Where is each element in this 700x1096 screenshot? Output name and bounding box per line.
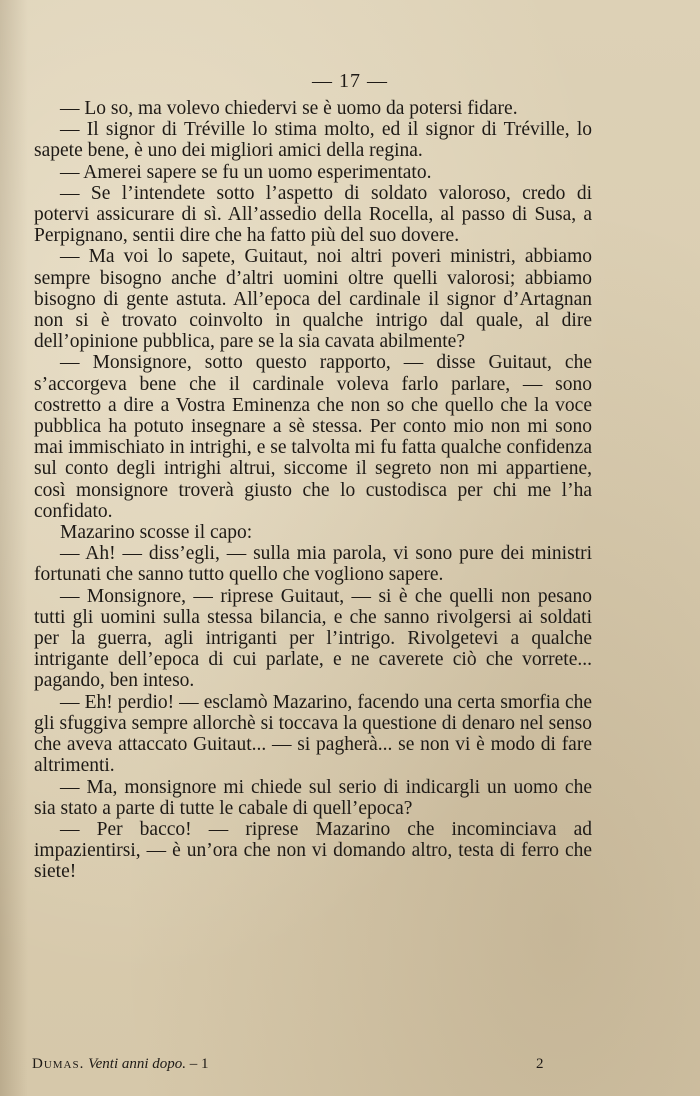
paragraph: — Ma voi lo sapete, Guitaut, noi altri poveri ministri, abbiamo sempre bisogno anche d’altri uomini oltre quelli valorosi; abbiamo bisogno di gente astuta. All’epoca del cardinale il signor d’Artagnan non si è trovato coinvolto in qualche intrigo dal quale, al dire dell’opinione pubblica, pare se la sia cavata abilmente? (34, 246, 592, 353)
signature-title: Venti anni dopo. (88, 1056, 187, 1072)
sheet-number: 2 (536, 1056, 544, 1072)
paragraph: — Monsignore, — riprese Guitaut, — si è che quelli non pesano tutti gli uomini sulla stessa bilancia, e che sanno rivolgersi ai soldati per la guerra, agli intriganti per l’intrigo. Rivolgetevi a qualche intrigante dell’epoca di cui parlate, e ne caverete ciò che vorrete... pagando, ben inteso. (34, 585, 592, 692)
paragraph: — Se l’intendete sotto l’aspetto di soldato valoroso, credo di potervi assicurare di sì. All’assedio della Rocella, al passo di Susa, a Perpignano, sentii dire che ha fatto più del suo dovere. (34, 182, 592, 247)
paragraph: — Eh! perdio! — esclamò Mazarino, facendo una certa smorfia che gli sfuggiva sempre allorchè si toccava la questione di denaro nel senso che aveva attaccato Guitaut... — si pagherà... se non vi è modo di fare altrimenti. (34, 691, 592, 777)
page-number: — 17 — (312, 70, 388, 92)
signature-author: Dumas. (32, 1056, 85, 1072)
paragraph: — Il signor di Tréville lo stima molto, ed il signor di Tréville, lo sapete bene, è uno dei migliori amici della regina. (34, 119, 592, 162)
paragraph: — Lo so, ma volevo chiedervi se è uomo da potersi fidare. (60, 98, 518, 119)
paragraph: — Ah! — diss’egli, — sulla mia parola, vi sono pure dei ministri fortunati che sanno tutto quello che vogliono sapere. (34, 543, 592, 586)
signature-volume: – 1 (189, 1056, 209, 1072)
paragraph: — Amerei sapere se fu un uomo esperimentato. (60, 161, 432, 183)
paragraph: Mazarino scosse il capo: (60, 522, 253, 544)
paragraph: — Monsignore, sotto questo rapporto, — disse Guitaut, che s’accorgeva bene che il cardinale voleva farlo parlare, — sono costretto a dire a Vostra Eminenza che non so che quello che la voce pubblica ha potuto insegnare a sè stessa. Per conto mio non mi sono mai immischiato in intrighi, e se talvolta mi fu fatta qualche confidenza sul conto degli intrighi altrui, siccome il segreto non mi appartiene, così monsignore troverà giusto che lo custodisca per chi me l’ha confidato. (34, 352, 592, 522)
body-text (34, 98, 592, 883)
paragraph: — Per bacco! — riprese Mazarino che incominciava ad impazientirsi, — è un’ora che non vi domando altro, testa di ferro che siete! (34, 818, 592, 883)
signature-line (32, 1056, 552, 1073)
paragraph: — Ma, monsignore mi chiede sul serio di indicargli un uomo che sia stato a parte di tutte le cabale di quell’epoca? (34, 776, 592, 819)
